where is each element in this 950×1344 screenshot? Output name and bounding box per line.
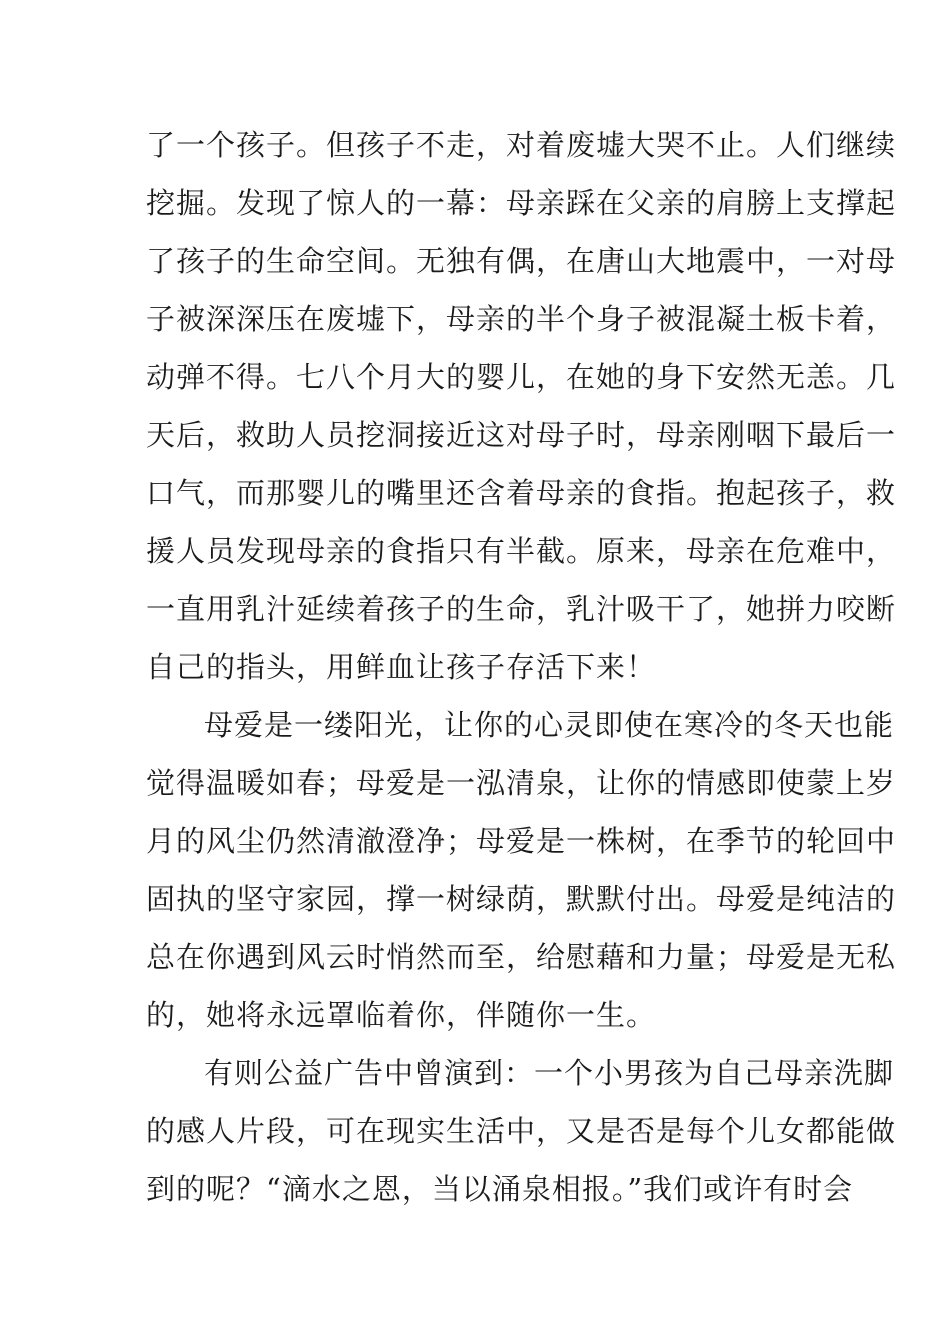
text-line: 了孩子的生命空间。无独有偶，在唐山大地震中，一对母 xyxy=(146,244,897,278)
text-line: 一直用乳汁延续着孩子的生命，乳汁吸干了，她拼力咬断 xyxy=(146,592,897,626)
paragraph-1 xyxy=(146,116,897,696)
text-line: 援人员发现母亲的食指只有半截。原来，母亲在危难中， xyxy=(146,534,897,568)
text-line: 天后，救助人员挖洞接近这对母子时，母亲刚咽下最后一 xyxy=(146,418,897,452)
text-line: 到的呢？“滴水之恩，当以涌泉相报。”我们或许有时会 xyxy=(146,1172,854,1206)
text-line: 口气，而那婴儿的嘴里还含着母亲的食指。抱起孩子，救 xyxy=(146,476,897,510)
text-line: 挖掘。发现了惊人的一幕：母亲踩在父亲的肩膀上支撑起 xyxy=(146,186,897,220)
text-line: 总在你遇到风云时悄然而至，给慰藉和力量；母爱是无私 xyxy=(146,940,897,974)
text-line: 固执的坚守家园，撑一树绿荫，默默付出。母爱是纯洁的 xyxy=(146,882,897,916)
text-line: 的感人片段，可在现实生活中，又是否是每个儿女都能做 xyxy=(146,1114,897,1148)
paragraph-2 xyxy=(146,696,897,1044)
text-line: 母爱是一缕阳光，让你的心灵即使在寒冷的冬天也能 xyxy=(204,708,895,742)
text-line: 子被深深压在废墟下，母亲的半个身子被混凝土板卡着， xyxy=(146,302,897,336)
text-line: 的，她将永远罩临着你，伴随你一生。 xyxy=(146,998,657,1032)
text-line: 自己的指头，用鲜血让孩子存活下来！ xyxy=(146,650,657,684)
document-body xyxy=(146,116,897,1218)
text-line: 有则公益广告中曾演到：一个小男孩为自己母亲洗脚 xyxy=(204,1056,895,1090)
text-line: 月的风尘仍然清澈澄净；母爱是一株树，在季节的轮回中 xyxy=(146,824,897,858)
text-line: 了一个孩子。但孩子不走，对着废墟大哭不止。人们继续 xyxy=(146,128,897,162)
text-line: 动弹不得。七八个月大的婴儿，在她的身下安然无恙。几 xyxy=(146,360,897,394)
paragraph-3 xyxy=(146,1044,897,1218)
text-line: 觉得温暖如春；母爱是一泓清泉，让你的情感即使蒙上岁 xyxy=(146,766,897,800)
